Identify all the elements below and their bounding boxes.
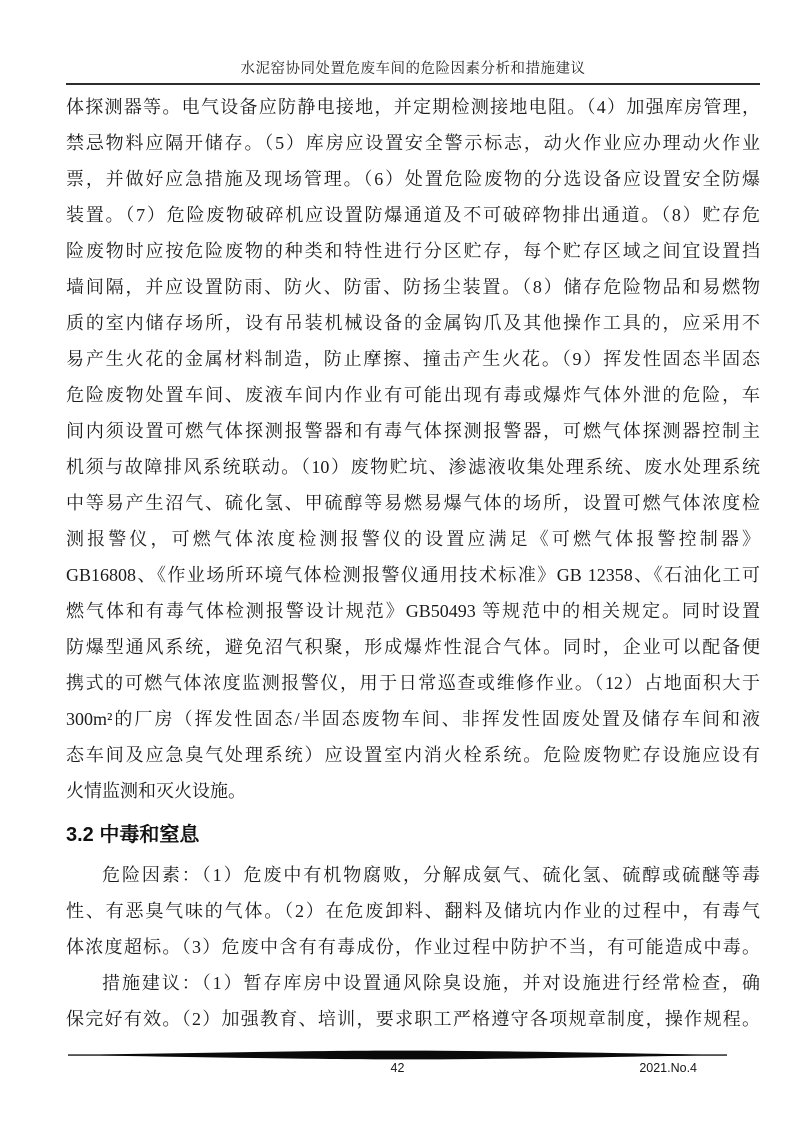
text-line: 中等易产生沼气、硫化氢、甲硫醇等易燃易爆气体的场所，设置可燃气体浓度检 — [66, 493, 760, 513]
text-line: 携式的可燃气体浓度监测报警仪，用于日常巡查或维修作业。（12）占地面积大于 — [66, 673, 760, 693]
issue-number: 2021.No.4 — [639, 1061, 697, 1075]
text-line: 易产生火花的金属材料制造，防止摩擦、撞击产生火花。（9）挥发性固态半固态 — [66, 349, 760, 369]
text-line: 险废物时应按危险废物的种类和特性进行分区贮存，每个贮存区域之间宜设置挡 — [66, 241, 760, 261]
text-line: 保完好有效。（2）加强教育、培训，要求职工严格遵守各项规章制度，操作规程。 — [66, 1009, 760, 1029]
text-line: 体探测器等。电气设备应防静电接地，并定期检测接地电阻。（4）加强库房管理， — [66, 97, 760, 117]
text-line: 危险因素：（1）危废中有机物腐败，分解成氨气、硫化氢、硫醇或硫醚等毒 — [102, 865, 760, 885]
text-line: 性、有恶臭气味的气体。（2）在危废卸料、翻料及储坑内作业的过程中，有毒气 — [66, 901, 760, 921]
text-line: 态车间及应急臭气处理系统）应设置室内消火栓系统。危险废物贮存设施应设有 — [66, 745, 760, 765]
text-line: 装置。（7）危险废物破碎机应设置防爆通道及不可破碎物排出通道。（8）贮存危 — [66, 205, 760, 225]
text-line: 墙间隔，并应设置防雨、防火、防雷、防扬尘装置。（8）储存危险物品和易燃物 — [66, 277, 760, 297]
page-header — [66, 0, 760, 85]
text-line: 措施建议：（1）暂存库房中设置通风除臭设施，并对设施进行经常检查，确 — [102, 973, 760, 993]
text-line: 间内须设置可燃气体探测报警器和有毒气体探测报警器，可燃气体探测器控制主 — [66, 421, 760, 441]
page-number: 42 — [390, 1061, 405, 1075]
text-line: GB16808、《作业场所环境气体检测报警仪通用技术标准》GB 12358、《石油化工可 — [66, 565, 760, 585]
text-line: 体浓度超标。（3）危废中含有有毒成份，作业过程中防护不当，有可能造成中毒。 — [66, 937, 760, 957]
footer-meta — [68, 1060, 727, 1078]
text-line: 票，并做好应急措施及现场管理。（6）处置危险废物的分选设备应设置安全防爆 — [66, 169, 760, 189]
text-line: 机须与故障排风系统联动。（10）废物贮坑、渗滤液收集处理系统、废水处理系统 — [66, 457, 760, 477]
text-line: 火情监测和灭火设施。 — [66, 781, 246, 801]
text-line: 燃气体和有毒气体检测报警设计规范》GB50493 等规范中的相关规定。同时设置 — [66, 601, 760, 621]
section-heading: 3.2 中毒和窒息 — [66, 824, 200, 846]
header-rule — [66, 83, 760, 85]
document-body — [66, 89, 760, 1037]
text-line: 测报警仪，可燃气体浓度检测报警仪的设置应满足《可燃气体报警控制器》 — [66, 529, 760, 549]
text-line: 危险废物处置车间、废液车间内作业有可能出现有毒或爆炸气体外泄的危险，车 — [66, 385, 760, 405]
text-line: 防爆型通风系统，避免沼气积聚，形成爆炸性混合气体。同时，企业可以配备便 — [66, 637, 760, 657]
risk-paragraph — [66, 857, 760, 965]
text-line: 禁忌物料应隔开储存。（5）库房应设置安全警示标志，动火作业应办理动火作业 — [66, 133, 760, 153]
page-footer — [68, 1050, 727, 1078]
text-line: 质的室内储存场所，设有吊装机械设备的金属钩爪及其他操作工具的，应采用不 — [66, 313, 760, 333]
measures-paragraph — [66, 965, 760, 1037]
footer-bar — [68, 1050, 727, 1060]
running-title: 水泥窑协同处置危废车间的危险因素分析和措施建议 — [240, 61, 586, 77]
text-line: 300m²的厂房（挥发性固态/半固态废物车间、非挥发性固废处置及储存车间和液 — [66, 709, 760, 729]
continuation-paragraph — [66, 89, 760, 809]
